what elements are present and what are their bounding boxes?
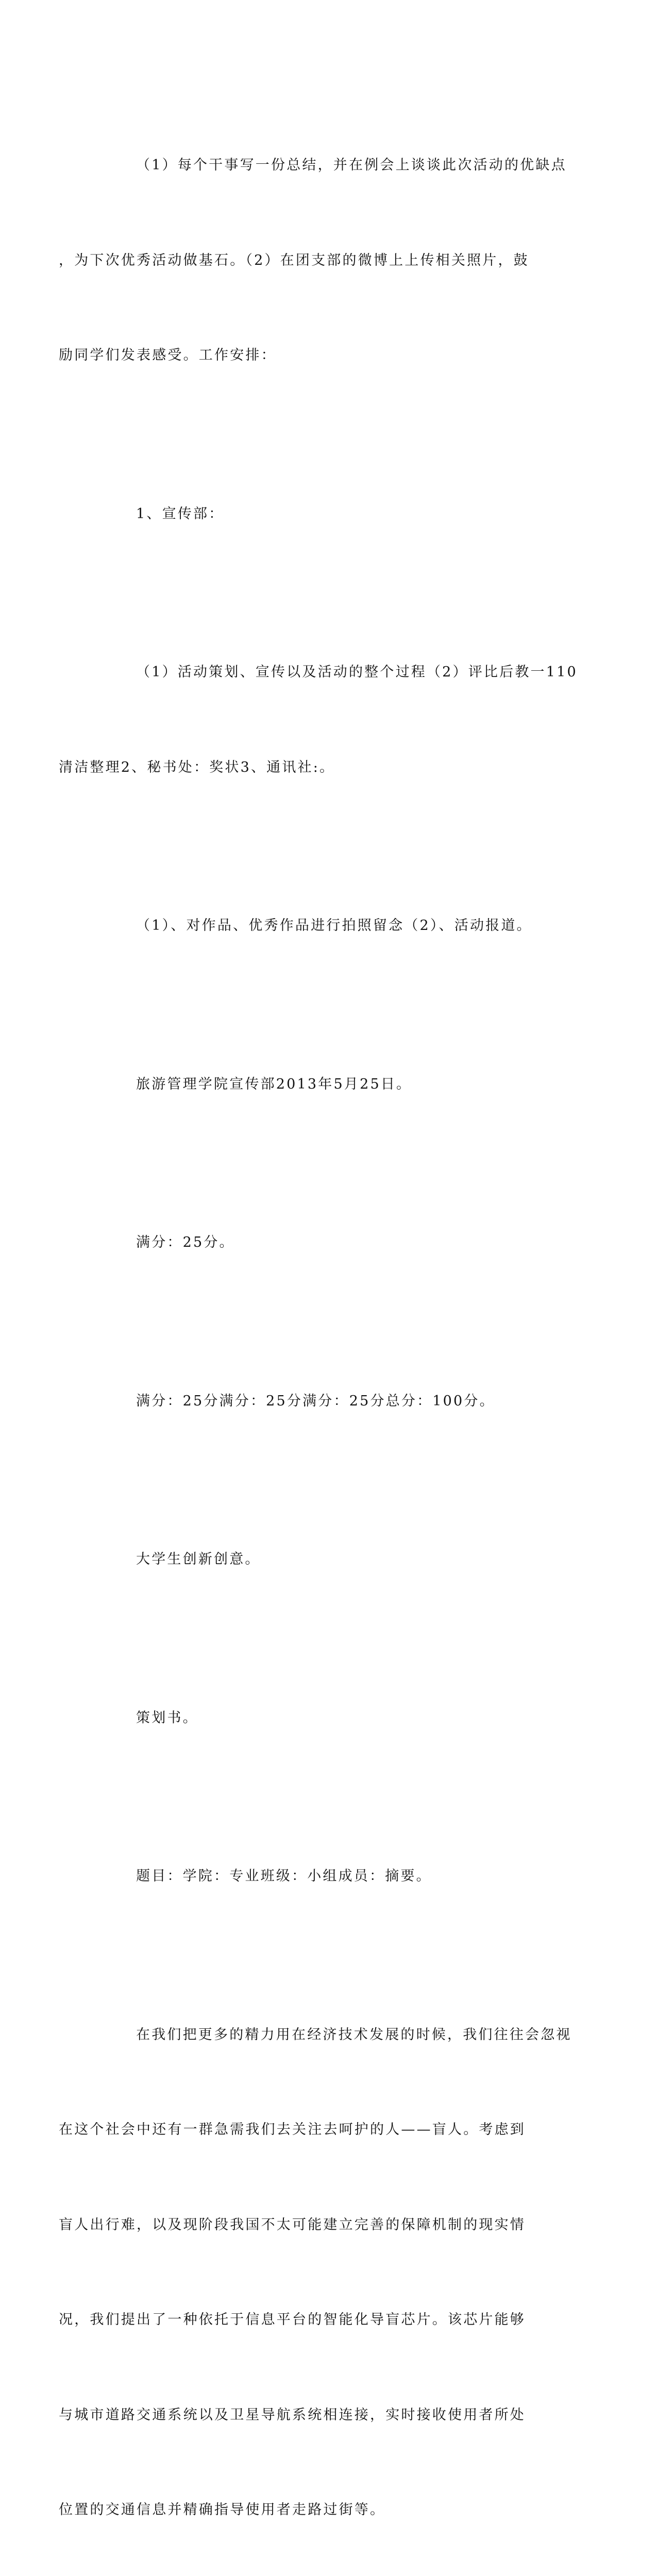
paragraph-full-score <box>97 1163 556 1322</box>
paragraph-summary-plan <box>97 86 556 435</box>
text-line: 满分：25分满分：25分满分：25分总分：100分。 <box>97 1385 556 1417</box>
text-line: 盲人出行难，以及现阶段我国不太可能建立完善的保障机制的现实情 <box>59 2209 556 2241</box>
text-line: 1、宣传部： <box>97 498 556 530</box>
paragraph-news-agency-tasks <box>97 846 556 1005</box>
paragraph-form-fields <box>97 1797 556 1956</box>
paragraph-abstract <box>97 1956 556 2576</box>
text-line: ，为下次优秀活动做基石。（2）在团支部的微博上上传相关照片，鼓 <box>59 245 556 277</box>
text-line: 励同学们发表感受。工作安排： <box>59 340 556 371</box>
text-line: 大学生创新创意。 <box>97 1544 556 1575</box>
text-line: 在我们把更多的精力用在经济技术发展的时候，我们往往会忽视 <box>97 2019 556 2051</box>
text-line: 位置的交通信息并精确指导使用者走路过街等。 <box>59 2494 556 2526</box>
document-body <box>97 86 556 2576</box>
paragraph-signature-date <box>97 1005 556 1164</box>
paragraph-score-total <box>97 1322 556 1481</box>
text-line: 题目：学院：专业班级：小组成员：摘要。 <box>97 1860 556 1892</box>
text-line: 清洁整理2、秘书处：奖状3、通讯社:。 <box>59 752 556 784</box>
text-line: 与城市道路交通系统以及卫星导航系统相连接，实时接收使用者所处 <box>59 2399 556 2431</box>
text-line: （1）活动策划、宣传以及活动的整个过程（2）评比后教一110 <box>97 656 556 688</box>
paragraph-publicity-dept <box>97 435 556 594</box>
text-line: 旅游管理学院宣传部2013年5月25日。 <box>97 1069 556 1100</box>
text-line: 在这个社会中还有一群急需我们去关注去呵护的人——盲人。考虑到 <box>59 2114 556 2146</box>
text-line: 况，我们提出了一种依托于信息平台的智能化导盲芯片。该芯片能够 <box>59 2304 556 2336</box>
text-line: （1）、对作品、优秀作品进行拍照留念（2）、活动报道。 <box>97 910 556 942</box>
paragraph-heading-innovation <box>97 1480 556 1639</box>
text-line: 满分：25分。 <box>97 1227 556 1259</box>
text-line: 策划书。 <box>97 1702 556 1734</box>
document-page <box>0 0 657 850</box>
paragraph-heading-proposal <box>97 1639 556 1798</box>
paragraph-publicity-tasks <box>97 593 556 846</box>
text-line: （1）每个干事写一份总结，并在例会上谈谈此次活动的优缺点 <box>97 149 556 181</box>
